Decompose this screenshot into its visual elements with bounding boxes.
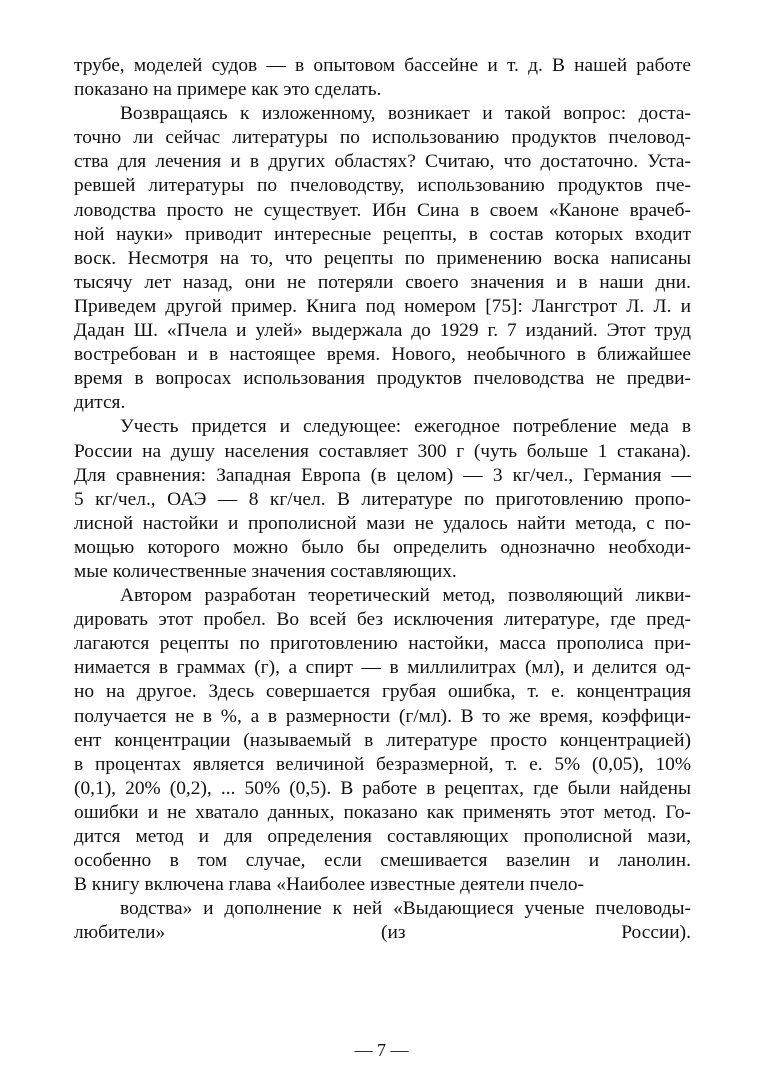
text-line: мощью которого можно было бы определить однозначно необходи-	[74, 536, 691, 558]
text-line: водства» и дополнение к ней «Выдающиеся ученые пчеловоды-	[120, 898, 691, 920]
text-line: ент концентрации (называемый в литературе просто концентрацией)	[74, 729, 691, 751]
text-line: любители» (из России).	[74, 922, 691, 944]
text-line: дится метод и для определения составляющих прополисной мази,	[74, 826, 691, 847]
text-line: ловодства просто не существует. Ибн Сина в своем «Каноне врачеб-	[74, 199, 691, 221]
text-line: 5 кг/чел., ОАЭ — 8 кг/чел. В литературе по приготовлению пропо-	[74, 488, 691, 510]
text-line: в процентах является величиной безразмерной, т. е. 5% (0,05), 10%	[74, 753, 691, 775]
paragraph	[74, 102, 691, 415]
text-line: Дадан Ш. «Пчела и улей» выдержала до 1929 г. 7 изданий. Этот труд	[74, 320, 691, 342]
text-line: (0,1), 20% (0,2), ... 50% (0,5). В работе в рецептах, где были найдены	[74, 777, 691, 799]
text-line: трубе, моделей судов — в опытовом бассейне и т. д. В нашей работе	[74, 55, 691, 76]
text-line: В книгу включена глава «Наиболее известные деятели пчело-	[74, 874, 585, 896]
text-line: лагаются рецепты по приготовлению настойки, масса прополиса при-	[74, 633, 691, 655]
text-line: Учесть придется и следующее: ежегодное потребление меда в	[120, 416, 691, 438]
text-line: дировать этот пробел. Во всей без исключения литературе, где пред-	[74, 609, 691, 631]
text-line: особенно в том случае, если смешивается вазелин и ланолин.	[74, 850, 691, 872]
text-line: ства для лечения и в других областях? Считаю, что достаточно. Уста-	[74, 151, 691, 173]
text-line: точно ли сейчас литературы по использованию продуктов пчеловод-	[74, 127, 691, 149]
text-line: востребован и в настоящее время. Нового, необычного в ближайшее	[74, 344, 691, 366]
text-line: но на другое. Здесь совершается грубая ошибка, т. е. концентрация	[74, 681, 691, 703]
text-line: ной науки» приводит интересные рецепты, в состав которых входит	[74, 223, 691, 245]
text-line: получается не в %, а в размерности (г/мл). В то же время, коэффици-	[74, 705, 691, 727]
body-text	[74, 54, 691, 970]
text-line: дится.	[74, 392, 126, 414]
text-line: России на душу населения составляет 300 г (чуть больше 1 стакана).	[74, 440, 691, 462]
text-line: лисной настойки и прополисной мази не удалось найти метода, с по-	[74, 512, 691, 534]
text-line: ошибки и не хватало данных, показано как применять этот метод. Го-	[74, 801, 691, 823]
text-line: нимается в граммах (г), а спирт — в миллилитрах (мл), и делится од-	[74, 657, 691, 679]
text-line: время в вопросах использования продуктов пчеловодства не предви-	[74, 368, 691, 390]
page-number: — 7 —	[354, 1040, 409, 1060]
text-line: ревшей литературы по пчеловодству, использованию продуктов пче-	[74, 175, 691, 197]
text-line	[74, 945, 691, 969]
text-line: показано на примере как это сделать.	[74, 79, 382, 101]
text-line: Автором разработан теоретический метод, позволяющий ликви-	[120, 585, 691, 607]
text-line: Для сравнения: Западная Европа (в целом) — 3 кг/чел., Германия —	[74, 464, 691, 486]
paragraph	[74, 54, 691, 102]
text-line: воск. Несмотря на то, что рецепты по применению воска написаны	[74, 247, 691, 269]
text-line: мые количественные значения составляющих.	[74, 560, 457, 582]
paragraph	[74, 415, 691, 584]
paragraph	[74, 897, 691, 969]
text-line: Возвращаясь к изложенному, возникает и такой вопрос: доста-	[120, 103, 691, 125]
text-line: Приведем другой пример. Книга под номером [75]: Лангстрот Л. Л. и	[74, 295, 691, 317]
paragraph	[74, 584, 691, 897]
text-line: тысячу лет назад, они не потеряли своего значения и в наши дни.	[74, 271, 691, 293]
